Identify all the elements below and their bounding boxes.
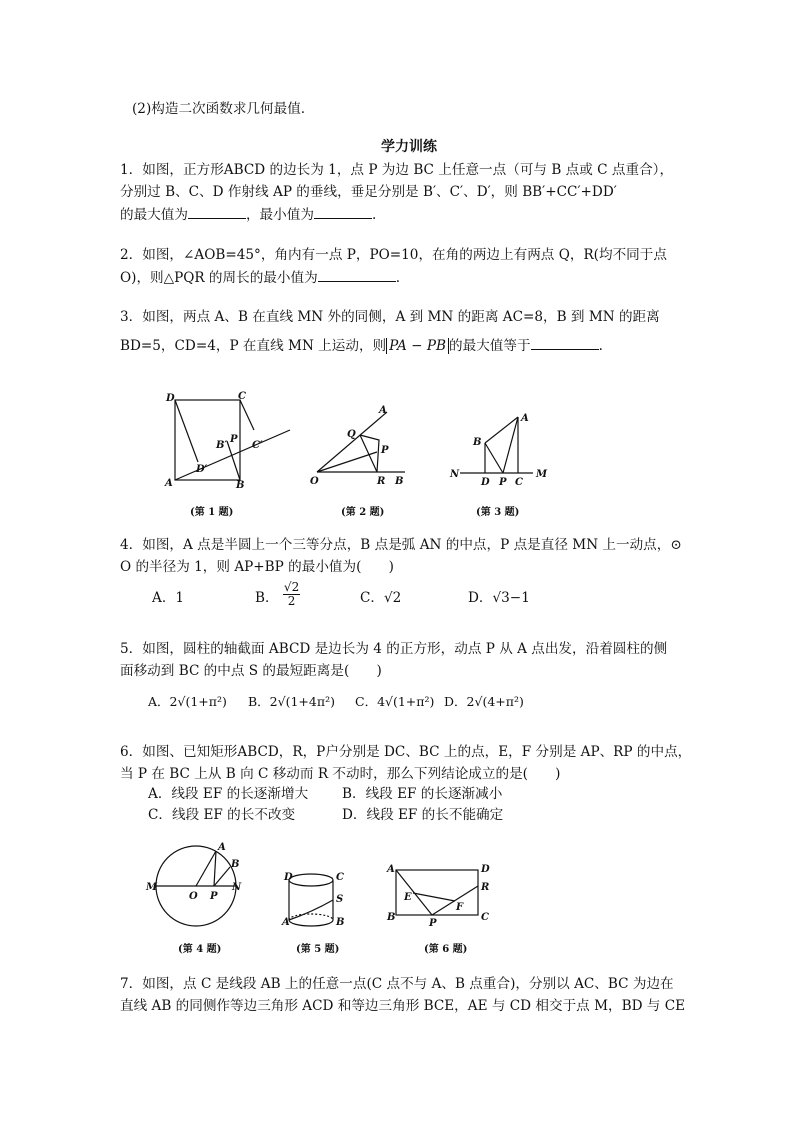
q4-option-b-fraction bbox=[283, 581, 300, 608]
fig1-label-b: B bbox=[236, 480, 245, 491]
q4-option-b-denominator: 2 bbox=[287, 594, 296, 608]
q6-option-b: B．线段 EF 的长逐渐减小 bbox=[342, 786, 503, 802]
fig2-label-q: Q bbox=[347, 429, 356, 440]
q5-option-a: A．2√(1+π²) bbox=[148, 694, 227, 709]
q7-line2: 直线 AB 的同侧作等边三角形 ACD 和等边三角形 BCE，AE 与 CD 相交于点 M，BD 与 CE bbox=[120, 998, 686, 1014]
q1-text-min: ，最小值为 bbox=[245, 207, 314, 223]
fig6-label-r: R bbox=[481, 882, 490, 893]
q3-answer-blank[interactable] bbox=[531, 335, 599, 350]
q1-line2: 分别过 B、C、D 作射线 AP 的垂线，垂足分别是 B′、C′、D′，则 BB′+CC′+DD′ bbox=[120, 184, 617, 200]
fig4-label-b: B bbox=[231, 859, 240, 870]
fig3-label-p: P bbox=[499, 477, 507, 488]
q1-answer-blank-max[interactable] bbox=[188, 204, 246, 219]
q4-option-d-value: √3−1 bbox=[492, 590, 530, 606]
fig3-label-a: A bbox=[521, 413, 529, 424]
q1-answer-blank-min[interactable] bbox=[314, 204, 372, 219]
q2-answer-blank[interactable] bbox=[318, 267, 396, 282]
q5-option-d: D．2√(4+π²) bbox=[444, 694, 524, 709]
fig3-label-m: M bbox=[536, 469, 548, 480]
fig6-label-d: D bbox=[481, 864, 490, 875]
q1-line1: 1．如图，正方形ABCD 的边长为 1，点 P 为边 BC 上任意一点（可与 B 点或 C 点重合）， bbox=[120, 162, 674, 178]
caption-fig2: (第 2 题) bbox=[341, 507, 385, 518]
fig2-label-p: P bbox=[381, 445, 389, 456]
q5-line1: 5．如图，圆柱的轴截面 ABCD 是边长为 4 的正方形，动点 P 从 A 点出发，沿着圆柱的侧 bbox=[120, 641, 668, 657]
q4-option-c-value: √2 bbox=[384, 590, 402, 606]
q1-text-max: 的最大值为 bbox=[120, 207, 188, 223]
q1-text-end: . bbox=[371, 207, 377, 223]
q7-line1: 7．如图，点 C 是线段 AB 上的任意一点(C 点不与 A、B 点重合)，分别以 AC、BC 为边在 bbox=[120, 976, 674, 992]
fig6-label-p: P bbox=[429, 918, 437, 929]
fig2-label-a: A bbox=[379, 405, 387, 416]
q3-abs-expression: PA − PB bbox=[386, 338, 449, 354]
fig4-label-a: A bbox=[218, 842, 226, 853]
fig5-label-c: C bbox=[336, 872, 344, 883]
figure-2 bbox=[305, 400, 415, 490]
fig4-label-n: N bbox=[232, 882, 242, 893]
q4-option-b-letter: B． bbox=[255, 590, 279, 606]
fig2-label-r: R bbox=[377, 476, 386, 487]
fig6-label-a: A bbox=[387, 864, 395, 875]
fig6-label-e: E bbox=[404, 892, 412, 903]
caption-fig5: (第 5 题) bbox=[296, 944, 340, 955]
q5-line2: 面移动到 BC 的中点 S 的最短距离是( ) bbox=[120, 663, 382, 679]
q2-line2 bbox=[120, 267, 400, 288]
fig6-label-b: B bbox=[387, 912, 396, 923]
q4-option-a: A．1 bbox=[152, 590, 185, 606]
fig1-label-a: A bbox=[165, 478, 173, 489]
fig5-label-b: B bbox=[336, 917, 345, 928]
fig3-label-n: N bbox=[450, 469, 460, 480]
intro-text: (2)构造二次函数求几何最值. bbox=[132, 101, 306, 117]
figure-6 bbox=[384, 850, 504, 940]
fig3-label-c: C bbox=[515, 477, 523, 488]
q6-option-a: A．线段 EF 的长逐渐增大 bbox=[148, 786, 309, 802]
fig4-label-m: M bbox=[146, 882, 158, 893]
q3-text-2: 的最大值等于 bbox=[449, 338, 531, 354]
caption-fig4: (第 4 题) bbox=[178, 944, 222, 955]
figure-1 bbox=[160, 390, 280, 490]
q4-option-c-letter: C． bbox=[360, 590, 384, 606]
q1-line3 bbox=[120, 204, 376, 225]
fig1-label-d: D bbox=[166, 393, 175, 404]
q6-line1: 6．如图、已知矩形ABCD，R，P户分别是 DC、BC 上的点，E，F 分别是 AP、RP 的中点， bbox=[120, 744, 692, 760]
fig3-label-b: B bbox=[473, 437, 482, 448]
q4-option-b bbox=[255, 580, 300, 608]
q3-text-end: . bbox=[598, 338, 603, 354]
q4-option-d-letter: D． bbox=[468, 590, 493, 606]
fig2-label-o: O bbox=[310, 476, 319, 487]
fig3-label-d: D bbox=[481, 477, 490, 488]
q3-line1: 3．如图，两点 A、B 在直线 MN 外的同侧，A 到 MN 的距离 AC=8，B 到 MN 的距离 bbox=[120, 309, 660, 325]
fig4-label-o: O bbox=[189, 891, 198, 902]
q6-option-c: C．线段 EF 的长不改变 bbox=[148, 807, 296, 823]
caption-fig6: (第 6 题) bbox=[424, 944, 468, 955]
q2-line1: 2．如图，∠AOB=45°，角内有一点 P，PO=10，在角的两边上有两点 Q，R(均不同于点 bbox=[120, 247, 667, 263]
q4-line2: O 的半径为 1，则 AP+BP 的最小值为( ) bbox=[120, 559, 394, 575]
figure-3 bbox=[448, 405, 558, 495]
fig6-label-c: C bbox=[481, 912, 489, 923]
fig1-label-b-prime: B′ bbox=[216, 440, 228, 451]
fig5-label-a: A bbox=[282, 917, 290, 928]
q6-option-d: D．线段 EF 的长不能确定 bbox=[342, 807, 504, 823]
fig1-label-p: P bbox=[230, 434, 238, 445]
caption-fig3: (第 3 题) bbox=[476, 507, 520, 518]
fig1-label-d-prime: D′ bbox=[196, 464, 208, 475]
q4-option-c bbox=[360, 588, 401, 608]
q6-line2: 当 P 在 BC 上从 B 向 C 移动而 R 不动时，那么下列结论成立的是( ) bbox=[120, 766, 561, 782]
q4-option-d bbox=[468, 588, 530, 608]
q2-text-end: . bbox=[395, 270, 401, 286]
q3-line2 bbox=[120, 335, 603, 356]
section-title: 学力训练 bbox=[381, 139, 437, 155]
fig2-label-b: B bbox=[395, 476, 404, 487]
fig5-label-s: S bbox=[336, 894, 344, 905]
q2-text: O)，则△PQR 的周长的最小值为 bbox=[120, 270, 318, 286]
fig1-label-c-prime: C′ bbox=[252, 440, 263, 451]
fig5-label-d: D bbox=[284, 872, 293, 883]
q4-line1: 4．如图，A 点是半圆上一个三等分点，B 点是弧 AN 的中点，P 点是直径 MN 上一动点，⊙ bbox=[120, 537, 682, 553]
q5-option-c: C．4√(1+π²) bbox=[355, 694, 435, 709]
caption-fig1: (第 1 题) bbox=[190, 507, 234, 518]
q3-text: BD=5，CD=4，P 在直线 MN 上运动，则 bbox=[120, 338, 387, 354]
figure-4 bbox=[144, 836, 254, 936]
q4-option-b-numerator: √2 bbox=[283, 580, 300, 594]
fig4-label-p: P bbox=[210, 891, 218, 902]
q5-option-b: B．2√(1+4π²) bbox=[248, 694, 335, 709]
fig6-label-f: F bbox=[456, 902, 464, 913]
figure-5 bbox=[282, 840, 362, 930]
fig1-label-c: C bbox=[238, 391, 246, 402]
